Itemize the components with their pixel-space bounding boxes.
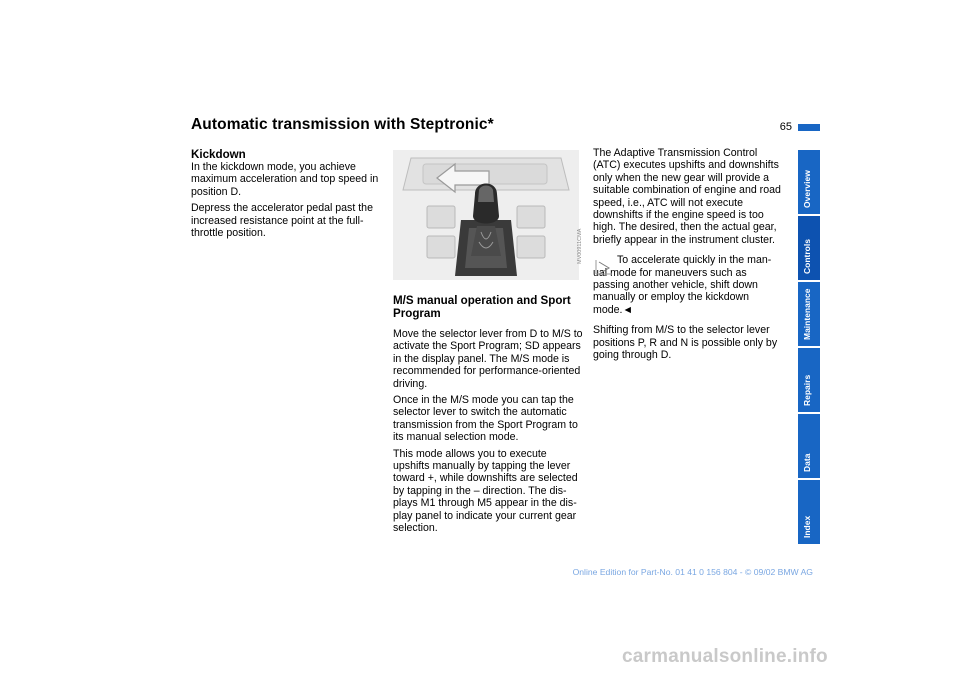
tab-data-label: Data [802, 453, 812, 472]
page-number: 65 [779, 121, 792, 133]
tab-repairs-label: Repairs [802, 374, 812, 406]
tab-controls-label: Controls [802, 239, 812, 274]
tab-data[interactable] [798, 414, 820, 478]
figure-code: MV00911CMA [577, 228, 583, 264]
selector-lever-figure [393, 150, 579, 280]
tab-maintenance-label: Maintenance [802, 288, 812, 340]
middle-column [393, 294, 585, 539]
tab-controls[interactable] [798, 216, 820, 280]
ms-paragraph-1: Move the selector lever from D to M/S to activate the Sport Program; SD appears in the display panel. The M/S mode is recommended for performance-oriented driving. [393, 328, 583, 390]
kickdown-heading: Kickdown [191, 148, 246, 161]
ms-paragraph-2: Once in the M/S mode you can tap the selector lever to switch the automatic transmission from the Sport Program to its manual selection mode. [393, 394, 578, 444]
selector-lever-illustration [393, 150, 579, 280]
right-column [593, 147, 785, 366]
atc-paragraph: The Adaptive Transmission Control (ATC) executes upshifts and downshifts only when the new gear will provide a suitable combination of engine and road speed, i.e., ATC will not execute downshifts if the engine speed is too high. The desired, then the actual gear, briefly appear in the instrument cluster. [593, 147, 781, 246]
watermark: carmanualsonline.info [622, 646, 828, 667]
page-marker-bar [798, 124, 820, 131]
note-triangle-icon [594, 258, 614, 276]
shifting-paragraph: Shifting from M/S to the selector lever positions P, R and N is possible only by going through D. [593, 324, 778, 362]
ms-paragraph-3: This mode allows you to execute upshifts manually by tapping the lever toward +, while downshifts are selected by tapping in the – direction. The dis-plays M1 through M5 appear in the dis-play panel to indicate your current gear selection. [393, 447, 578, 535]
page-title: Automatic transmission with Steptronic* [191, 116, 494, 133]
note-paragraph: To accelerate quickly in the man-ual mode for maneuvers such as passing another vehicle, shift down manually or employ the kickdown mode.◄ [593, 254, 772, 316]
ms-heading: M/S manual operation and Sport Program [393, 294, 571, 320]
tab-repairs[interactable] [798, 348, 820, 412]
kickdown-paragraph-1: In the kickdown mode, you achieve maximum acceleration and top speed in position D. [191, 161, 379, 198]
tab-overview[interactable] [798, 150, 820, 214]
footer-edition: Online Edition for Part-No. 01 41 0 156 804 - © 09/02 BMW AG [572, 567, 813, 577]
tab-index-label: Index [802, 515, 812, 538]
tab-index[interactable] [798, 480, 820, 544]
section-tabs [798, 150, 820, 544]
tab-overview-label: Overview [802, 170, 812, 208]
left-column [191, 148, 386, 243]
tab-maintenance[interactable] [798, 282, 820, 346]
kickdown-paragraph-2: Depress the accelerator pedal past the increased resistance point at the full-throttle position. [191, 202, 373, 240]
